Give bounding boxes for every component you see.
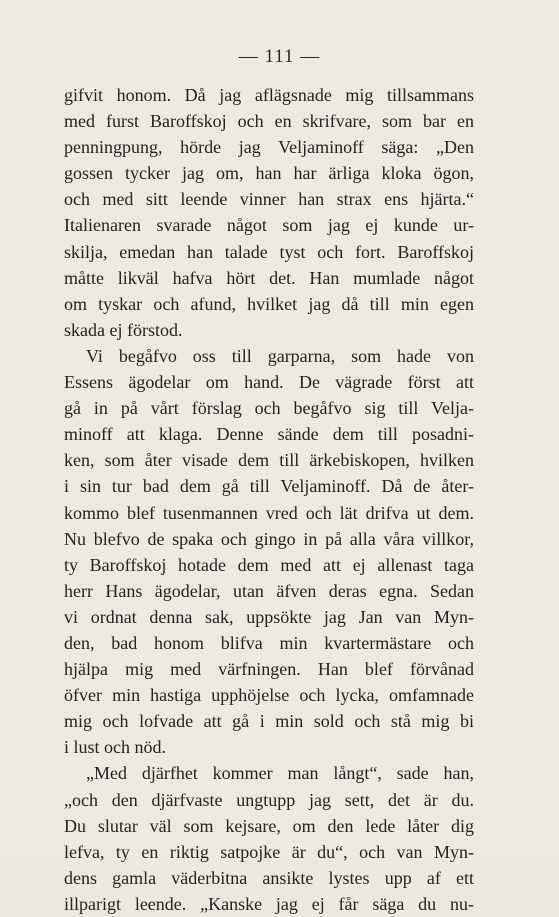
body-text xyxy=(64,82,474,917)
text-line: illparigt leende. „Kanske jag ej får säga du nu- xyxy=(64,893,474,914)
text-line: skilja, emedan han talade tyst och fort. Baroffskoj xyxy=(64,241,474,262)
text-line: dens gamla väderbitna ansikte lystes upp af ett xyxy=(64,867,474,888)
text-line: hjälpa mig med värfningen. Han blef förvånad xyxy=(64,659,474,680)
text-line: och med sitt leende vinner han strax ens hjärta.“ xyxy=(64,189,474,210)
text-line: Nu blefvo de spaka och gingo in på alla våra villkor, xyxy=(64,528,474,549)
text-line: kommo blef tusenmannen vred och lät drifva ut dem. xyxy=(64,502,474,523)
text-line: ty Baroffskoj hotade dem med att ej allenast taga xyxy=(64,554,474,575)
text-line: ken, som åter visade dem till ärkebiskopen, hvilken xyxy=(64,450,474,471)
text-line: Du slutar väl som kejsare, om den lede låter dig xyxy=(64,815,474,836)
text-line: om tyskar och afund, hvilket jag då till min egen xyxy=(64,293,474,314)
page-number: — 111 — xyxy=(238,46,321,67)
text-line: herr Hans ägodelar, utan äfven deras egna. Sedan xyxy=(64,580,474,601)
text-line: i lust och nöd. xyxy=(64,737,166,758)
text-line: minoff att klaga. Denne sände dem till posadni- xyxy=(64,424,474,445)
text-line: lefva, ty en riktig satpojke är du“, och van Myn- xyxy=(64,841,474,862)
text-line: mig och lofvade att gå i min sold och stå mig bi xyxy=(64,711,474,732)
text-line: gå in på vårt förslag och begåfvo sig till Velja- xyxy=(64,398,474,419)
text-line: Italienaren svarade något som jag ej kunde ur- xyxy=(64,215,474,236)
text-line: Essens ägodelar om hand. De vägrade först att xyxy=(64,372,474,393)
text-line: öfver min hastiga upphöjelse och lycka, omfamnade xyxy=(64,685,474,706)
text-line: den, bad honom blifva min kvartermästare och xyxy=(64,632,474,653)
text-line: vi ordnat denna sak, uppsökte jag Jan van Myn- xyxy=(64,606,474,627)
text-line: i sin tur bad dem gå till Veljaminoff. Då de åter- xyxy=(64,476,474,497)
text-line: „och den djärfvaste ungtupp jag sett, det är du. xyxy=(64,789,474,810)
text-line: Vi begåfvo oss till garparna, som hade von xyxy=(86,345,474,366)
text-line: skada ej förstod. xyxy=(64,319,183,340)
text-line: gifvit honom. Då jag aflägsnade mig tillsammans xyxy=(64,85,474,105)
text-line: måtte likväl hafva hört det. Han mumlade något xyxy=(64,267,474,288)
text-line: penningpung, hörde jag Veljaminoff säga: „Den xyxy=(64,137,474,158)
text-line: „Med djärfhet kommer man långt“, sade han, xyxy=(86,763,474,784)
text-line: med furst Baroffskoj och en skrifvare, som bar en xyxy=(64,111,474,132)
text-line: gossen tycker jag om, han har ärliga kloka ögon, xyxy=(64,163,474,184)
